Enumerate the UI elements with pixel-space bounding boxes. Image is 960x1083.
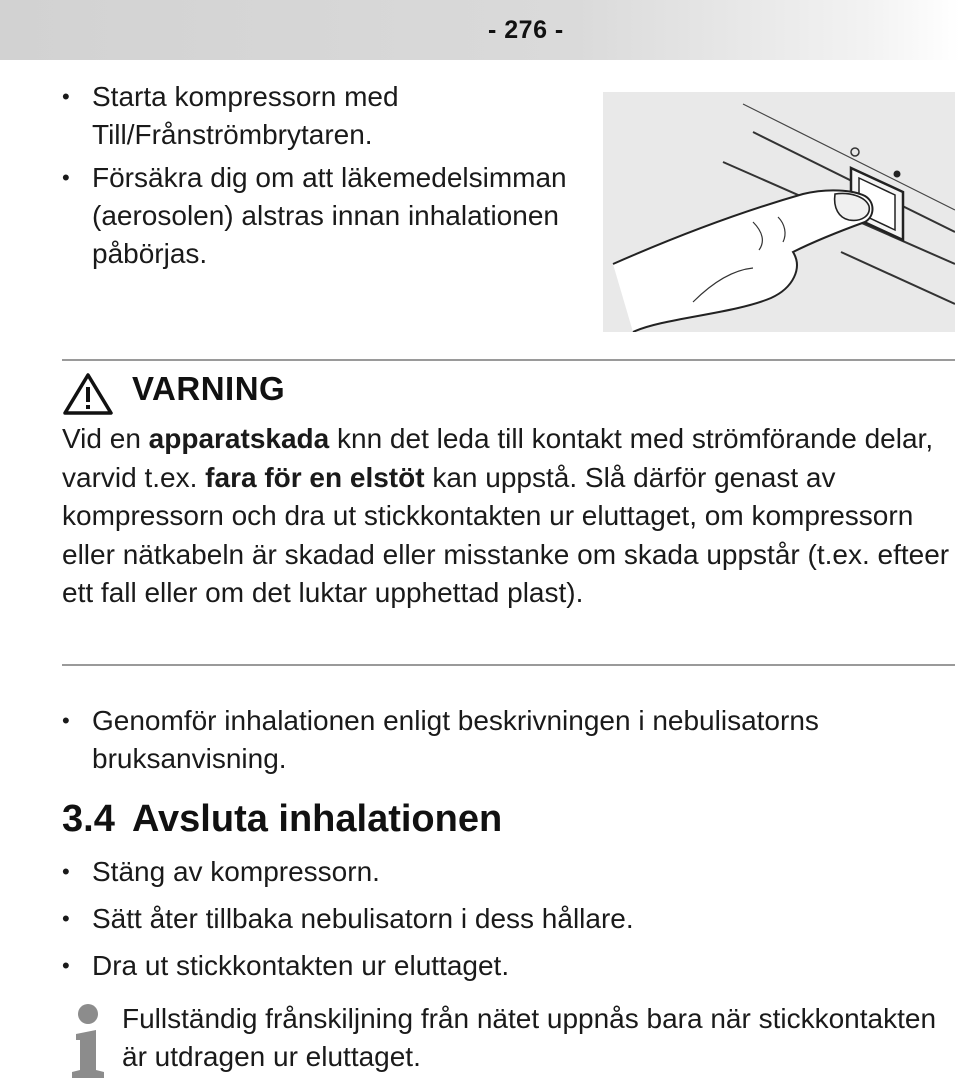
info-note: Fullständig frånskiljning från nätet uppnås bara när stickkontakten är utdragen ur eluttaget. [122, 1003, 937, 1072]
warning-emphasis: fara för en elstöt [205, 461, 425, 493]
warning-emphasis: apparatskada [148, 423, 330, 454]
list-item: • Genomför inhalationen enligt beskrivningen i nebulisatorns bruksanvisning. [62, 702, 955, 778]
warning-text: knn det leda till kontakt med strömförande delar, varvid t.ex. [62, 423, 934, 493]
list-item: • Starta kompressorn med Till/Frånströmbrytaren. [62, 78, 602, 154]
end-bullet-list [62, 853, 955, 994]
list-item: • Sätt åter tillbaka nebulisatorn i dess hållare. [62, 900, 955, 938]
warning-body [62, 420, 955, 613]
list-item: • Stäng av kompressorn. [62, 853, 955, 891]
hand-pressing-switch-illustration [603, 92, 955, 332]
mid-bullet-list [62, 702, 955, 778]
list-item: • Försäkra dig om att läkemedelsimman (aerosolen) alstras innan inhalationen påbörjas. [62, 159, 602, 273]
page-number: - 276 - [488, 16, 564, 44]
warning-top-rule [62, 359, 955, 361]
top-bullet-list [62, 78, 602, 278]
list-item: • Dra ut stickkontakten ur eluttaget. [62, 947, 955, 985]
warning-bottom-rule [62, 664, 955, 666]
warning-triangle-icon [62, 372, 114, 416]
warning-title: VARNING [132, 370, 286, 407]
info-icon [62, 1000, 112, 1080]
section-title: Avsluta inhalationen [132, 798, 503, 840]
page-header [0, 0, 960, 60]
section-number: 3.4 [62, 798, 115, 840]
warning-text: kan uppstå. Slå därför genast av kompressorn och dra ut stickkontakten ur eluttaget, om kompressorn eller nätkabeln är skadad eller misstanke om skada uppstår (t.ex. efteer ett fall eller om det luktar upphettad plast). [62, 461, 950, 608]
section-heading [62, 798, 502, 841]
warning-text: Vid en [62, 423, 149, 454]
